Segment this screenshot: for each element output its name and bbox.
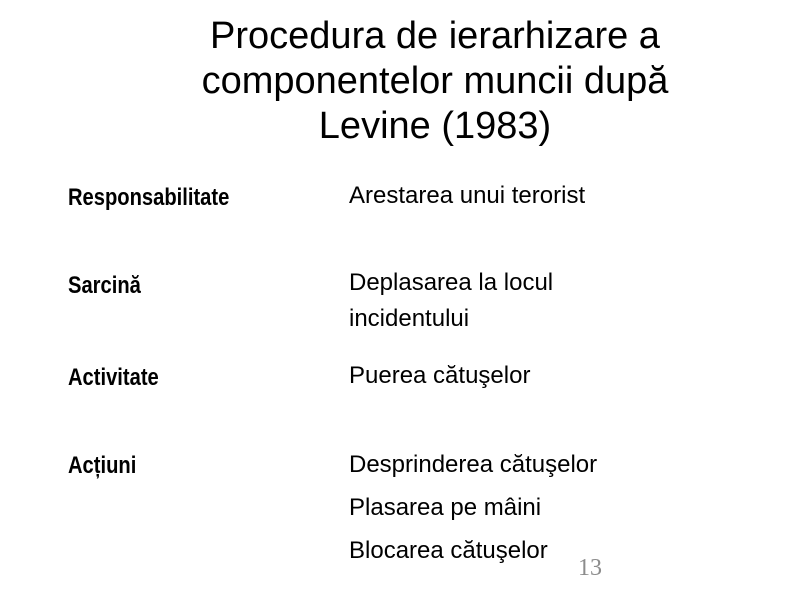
row-label-sarcina: Sarcină — [68, 272, 141, 299]
value-line: Arestarea unui terorist — [349, 182, 586, 209]
row-label-activitate: Activitate — [68, 364, 159, 391]
row-value-actiuni — [349, 443, 689, 572]
row-label-actiuni: Acțiuni — [68, 452, 137, 479]
page-number: 13 — [578, 555, 602, 581]
value-line: Desprinderea cătuşelor — [349, 451, 598, 478]
value-line: Puerea cătuşelor — [349, 362, 531, 389]
row-value-activitate — [349, 358, 689, 394]
value-line: Deplasarea la locul — [349, 269, 554, 296]
value-line: Blocarea cătuşelor — [349, 537, 548, 564]
value-line: incidentului — [349, 305, 470, 332]
row-value-sarcina — [349, 265, 689, 337]
value-line: Plasarea pe mâini — [349, 494, 542, 521]
slide-title: Procedura de ierarhizare a componentelor muncii după Levine (1983) — [201, 15, 669, 147]
row-value-responsabilitate — [349, 178, 689, 214]
row-label-responsabilitate: Responsabilitate — [68, 184, 230, 211]
